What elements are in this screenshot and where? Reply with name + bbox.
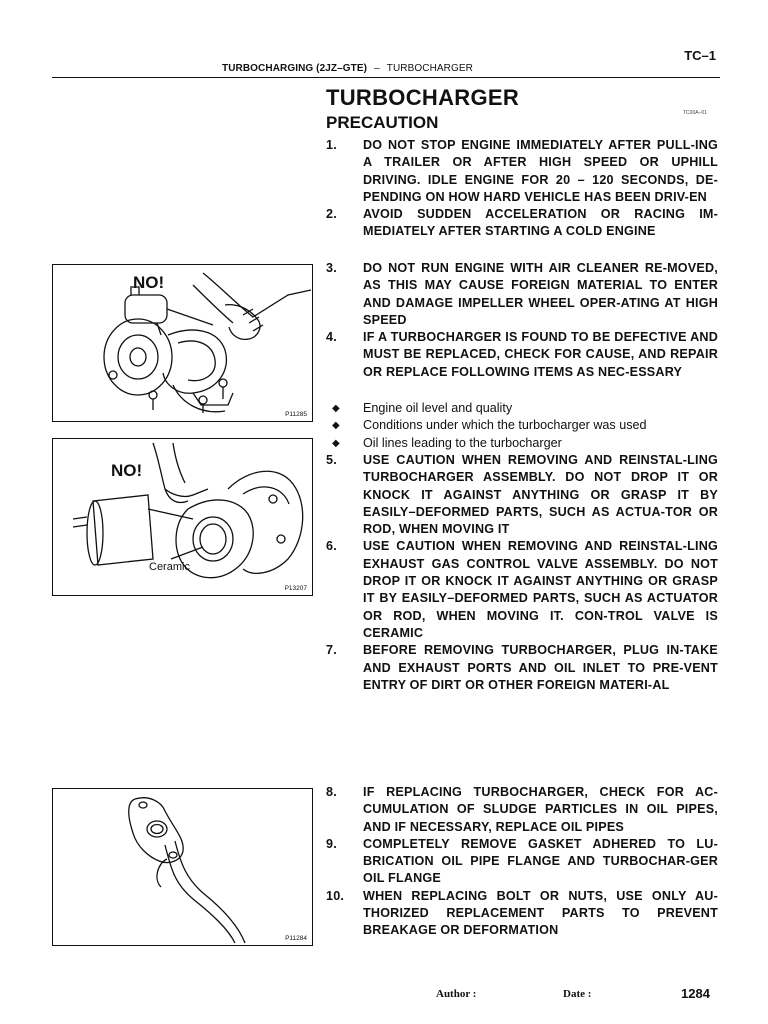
figure-turbo-handling bbox=[52, 264, 313, 422]
diamond-bullet-icon: ◆ bbox=[332, 420, 340, 432]
precaution-item bbox=[326, 137, 718, 206]
precaution-item bbox=[326, 888, 718, 940]
page-code: TC–1 bbox=[684, 48, 716, 63]
item-number: 2. bbox=[326, 207, 337, 222]
date-label: Date : bbox=[563, 988, 592, 1000]
figure-code: P11284 bbox=[285, 935, 307, 942]
precaution-list-c bbox=[326, 452, 718, 694]
header-rule bbox=[52, 77, 720, 78]
reference-code: TC00A–01 bbox=[683, 110, 707, 116]
precaution-item bbox=[326, 784, 718, 836]
item-text: COMPLETELY REMOVE GASKET ADHERED TO LU-BRICATION OIL PIPE FLANGE AND TURBOCHAR-GER OIL FLANGE bbox=[363, 836, 718, 886]
item-text: WHEN REPLACING BOLT OR NUTS, USE ONLY AU-THORIZED REPLACEMENT PARTS TO PREVENT BREAKAGE OR DEFORMATION bbox=[363, 888, 718, 938]
bullet-item bbox=[326, 400, 718, 417]
item-text: USE CAUTION WHEN REMOVING AND REINSTAL-LING EXHAUST GAS CONTROL VALVE ASSEMBLY. DO NOT DROP IT OR KNOCK IT AGAINST ANYTHING OR GRASP IT BY EASILY–DEFORMED PARTS, SUCH AS ACTUATOR OR ROD, WHEN MOVING IT. CON-TROL VALVE IS CERAMIC bbox=[363, 539, 718, 640]
header-separator: – bbox=[374, 63, 380, 74]
precaution-list-a bbox=[326, 137, 718, 241]
page-title: TURBOCHARGER bbox=[326, 85, 520, 110]
precaution-item bbox=[326, 452, 718, 538]
precaution-item bbox=[326, 260, 718, 329]
item-text: IF A TURBOCHARGER IS FOUND TO BE DEFECTIVE AND MUST BE REPLACED, CHECK FOR CAUSE, AND REPAIR OR REPLACE FOLLOWING ITEMS AS NEC-ESSARY bbox=[363, 330, 718, 379]
figure-code: P11285 bbox=[285, 411, 307, 418]
inspection-bullet-list bbox=[326, 400, 718, 452]
page-number: 1284 bbox=[681, 986, 710, 1001]
item-text: USE CAUTION WHEN REMOVING AND REINSTAL-LING TURBOCHARGER ASSEMBLY. DO NOT DROP IT OR KNOCK IT AGAINST ANYTHING OR GRASP IT BY EASILY–DEFORMED PARTS, SUCH AS ACTUA-TOR OR ROD, WHEN MOVING IT bbox=[363, 453, 718, 537]
item-number: 7. bbox=[326, 643, 337, 658]
ceramic-callout: Ceramic bbox=[149, 561, 190, 573]
turbocharger-illustration bbox=[53, 265, 312, 421]
section-heading: PRECAUTION bbox=[326, 113, 439, 132]
precaution-item bbox=[326, 206, 718, 241]
item-number: 6. bbox=[326, 539, 337, 554]
item-number: 8. bbox=[326, 785, 337, 799]
subsection-title: TURBOCHARGER bbox=[386, 63, 473, 74]
figure-oil-pipe bbox=[52, 788, 313, 946]
bullet-text: Oil lines leading to the turbocharger bbox=[363, 435, 562, 450]
diamond-bullet-icon: ◆ bbox=[332, 403, 340, 414]
warning-label: NO! bbox=[133, 273, 165, 292]
warning-label: NO! bbox=[111, 461, 143, 480]
bullet-text: Engine oil level and quality bbox=[363, 401, 513, 415]
author-label: Author : bbox=[436, 988, 477, 1000]
bullet-item bbox=[326, 417, 718, 434]
precaution-item bbox=[326, 642, 718, 694]
figure-control-valve bbox=[52, 438, 313, 596]
item-number: 3. bbox=[326, 261, 337, 275]
item-text: BEFORE REMOVING TURBOCHARGER, PLUG IN-TAKE AND EXHAUST PORTS AND OIL INLET TO PRE-VENT ENTRY OF DIRT OR OTHER FOREIGN MATERI-AL bbox=[363, 643, 718, 692]
precaution-item bbox=[326, 836, 718, 888]
running-header bbox=[222, 63, 473, 74]
item-text: DO NOT RUN ENGINE WITH AIR CLEANER RE-MOVED, AS THIS MAY CAUSE FOREIGN MATERIAL TO ENTER AND DAMAGE IMPELLER WHEEL OPER-ATING AT HIGH SPEED bbox=[363, 261, 718, 327]
precaution-item bbox=[326, 538, 718, 642]
bullet-item bbox=[326, 435, 718, 452]
item-text: DO NOT STOP ENGINE IMMEDIATELY AFTER PULL-ING A TRAILER OR AFTER HIGH SPEED OR UPHILL DRIVING. IDLE ENGINE FOR 20 – 120 SECONDS, DE-PENDING ON HOW HARD VEHICLE HAS BEEN DRIV-EN bbox=[363, 138, 718, 204]
section-title: TURBOCHARGING (2JZ–GTE) bbox=[222, 63, 368, 74]
item-number: 9. bbox=[326, 836, 337, 851]
bullet-text: Conditions under which the turbocharger was used bbox=[363, 418, 647, 433]
oil-pipe-illustration bbox=[53, 789, 312, 945]
precaution-item bbox=[326, 329, 718, 381]
precaution-list-b bbox=[326, 260, 718, 381]
precaution-list-d bbox=[326, 784, 718, 940]
item-number: 4. bbox=[326, 330, 337, 345]
item-text: IF REPLACING TURBOCHARGER, CHECK FOR AC-CUMULATION OF SLUDGE PARTICLES IN OIL PIPES, AND IF NECESSARY, REPLACE OIL PIPES bbox=[363, 785, 718, 834]
item-number: 10. bbox=[326, 888, 345, 903]
item-number: 5. bbox=[326, 453, 337, 467]
item-text: AVOID SUDDEN ACCELERATION OR RACING IM-MEDIATELY AFTER STARTING A COLD ENGINE bbox=[363, 207, 718, 239]
figure-code: P13207 bbox=[284, 585, 307, 592]
item-number: 1. bbox=[326, 138, 337, 152]
diamond-bullet-icon: ◆ bbox=[332, 437, 340, 449]
